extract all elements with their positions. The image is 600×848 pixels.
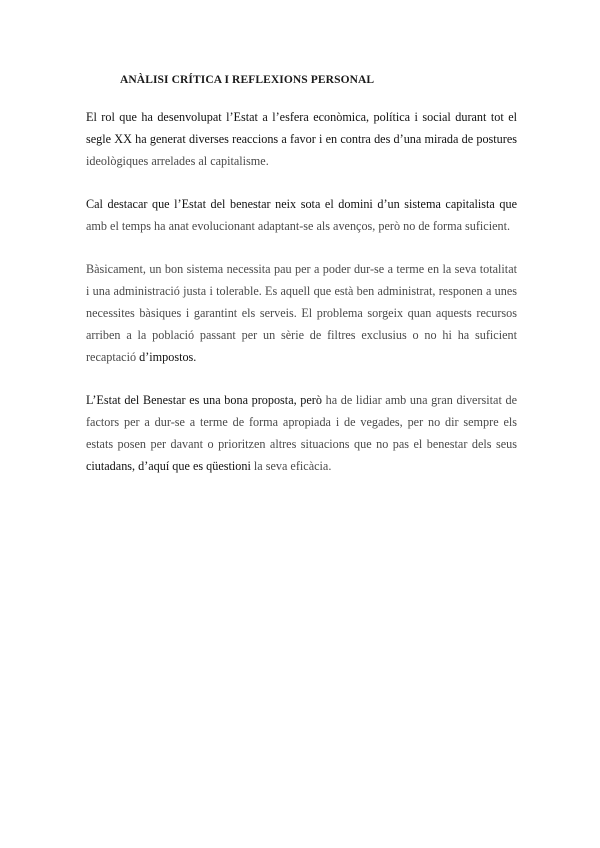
paragraph-3-tail: d’impostos. <box>139 350 197 364</box>
paragraph-4-middle: ha de lidiar amb una gran diversitat de factors per a dur-se a terme de forma apropiada i de vegades, per no dir sempre els estats posen per davant o prioritzen altres situacions que no pas el benestar dels seus <box>86 393 517 451</box>
document-title: ANÀLISI CRÍTICA I REFLEXIONS PERSONAL <box>120 74 375 86</box>
paragraph-4-end: la seva eficàcia. <box>253 459 332 473</box>
paragraph-1-tail: ideològiques arrelades al capitalisme. <box>86 154 269 168</box>
paragraph-3-lead: Bàsicament, un bon sistema necessita pau per a poder dur-se a terme en la seva totalitat i una administració justa i tolerable. Es aquell que està ben administrat, responen a unes necessites bàsiques i garantint els serveis. El problema sorgeix quan aquests recursos arriben a la població passant per un sèrie de filtres exclusius o no hi ha suficient recaptació <box>86 262 517 364</box>
paragraph-4-lead: L’Estat del Benestar es una bona proposta, però <box>86 393 322 407</box>
paragraph-4 <box>86 389 517 477</box>
paragraph-1 <box>86 106 517 172</box>
paragraph-1-lead: El rol que ha desenvolupat l’Estat a l’esfera econòmica, política i social durant tot el segle XX ha generat diverses reaccions a favor i en contra des d’una mirada de postures <box>86 110 517 146</box>
paragraph-2-tail: amb el temps ha anat evolucionant adaptant-se als avenços, però no de forma suficient. <box>86 219 511 233</box>
paragraph-3 <box>86 258 517 368</box>
paragraph-2 <box>86 193 517 237</box>
paragraph-2-lead: Cal destacar que l’Estat del benestar neix sota el domini d’un sistema capitalista que <box>86 197 517 211</box>
paragraph-4-tail: ciutadans, d’aquí que es qüestioni <box>86 459 251 473</box>
